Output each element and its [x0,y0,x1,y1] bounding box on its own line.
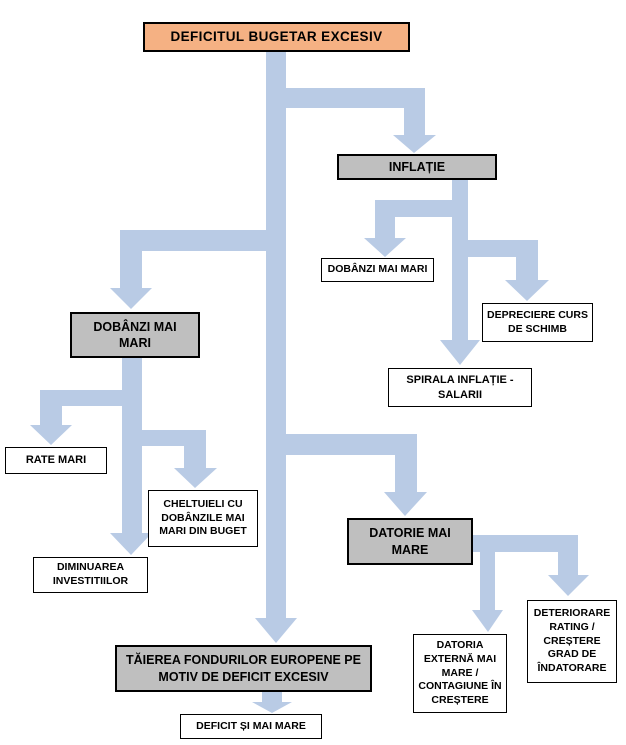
node-taierea [115,645,372,692]
node-deficit-final [180,714,322,739]
node-datorie [347,518,473,565]
arrow-root-to-taierea [255,52,297,643]
arrow-datorie-to-deteriorare [548,552,589,596]
node-spirala [388,368,532,407]
node-rate-mari-label: RATE MARI [25,454,87,467]
node-dobanzi-right [321,258,434,282]
arrow-root-to-inflatie [286,88,436,153]
node-root [143,22,410,52]
node-cheltuieli-label: CHELTUIELI CU DOBÂNZILE MAI MARI DIN BUGET [159,497,247,538]
node-root-label: DEFICITUL BUGETAR EXCESIV [170,29,383,45]
arrow-dobanzi-left-to-cheltuieli [142,430,217,488]
node-datoria-externa [413,634,507,713]
node-taierea-label: TĂIEREA FONDURILOR EUROPENE PE MOTIV DE DEFICIT EXCESIV [126,653,361,684]
node-deficit-final-label: DEFICIT ȘI MAI MARE [196,719,306,732]
arrow-dobanzi-left-to-rate-mari [30,390,122,445]
node-cheltuieli [148,490,258,547]
node-spirala-label: SPIRALA INFLAȚIE - SALARII [406,373,514,401]
node-deteriorare-label: DETERIORARE RATING / CREȘTERE GRAD DE ÎNDATORARE [533,606,611,675]
node-depreciere-label: DEPRECIERE CURS DE SCHIMB [487,308,588,335]
arrow-root-to-dobanzi-left [110,230,266,309]
node-rate-mari [5,447,107,474]
node-depreciere [482,303,593,342]
node-datorie-label: DATORIE MAI MARE [369,526,451,557]
arrow-inflatie-to-depreciere [468,240,549,301]
arrow-taierea-to-deficit-final [252,692,292,713]
arrow-root-to-datorie [286,434,427,516]
node-dobanzi-left [70,312,200,358]
node-inflatie [337,154,497,180]
node-inflatie-label: INFLAȚIE [388,159,446,174]
node-dobanzi-left-label: DOBÂNZI MAI MARI [93,319,177,350]
node-diminuarea [33,557,148,593]
arrow-dobanzi-left-to-diminuarea [110,358,152,555]
arrow-inflatie-to-dobanzi-right [364,200,452,257]
node-dobanzi-right-label: DOBÂNZI MAI MARI [327,263,428,276]
node-diminuarea-label: DIMINUAREA INVESTITIILOR [52,561,129,587]
node-deteriorare [527,600,617,683]
node-datoria-externa-label: DATORIA EXTERNĂ MAI MARE / CONTAGIUNE ÎN CREȘTERE [418,638,502,707]
